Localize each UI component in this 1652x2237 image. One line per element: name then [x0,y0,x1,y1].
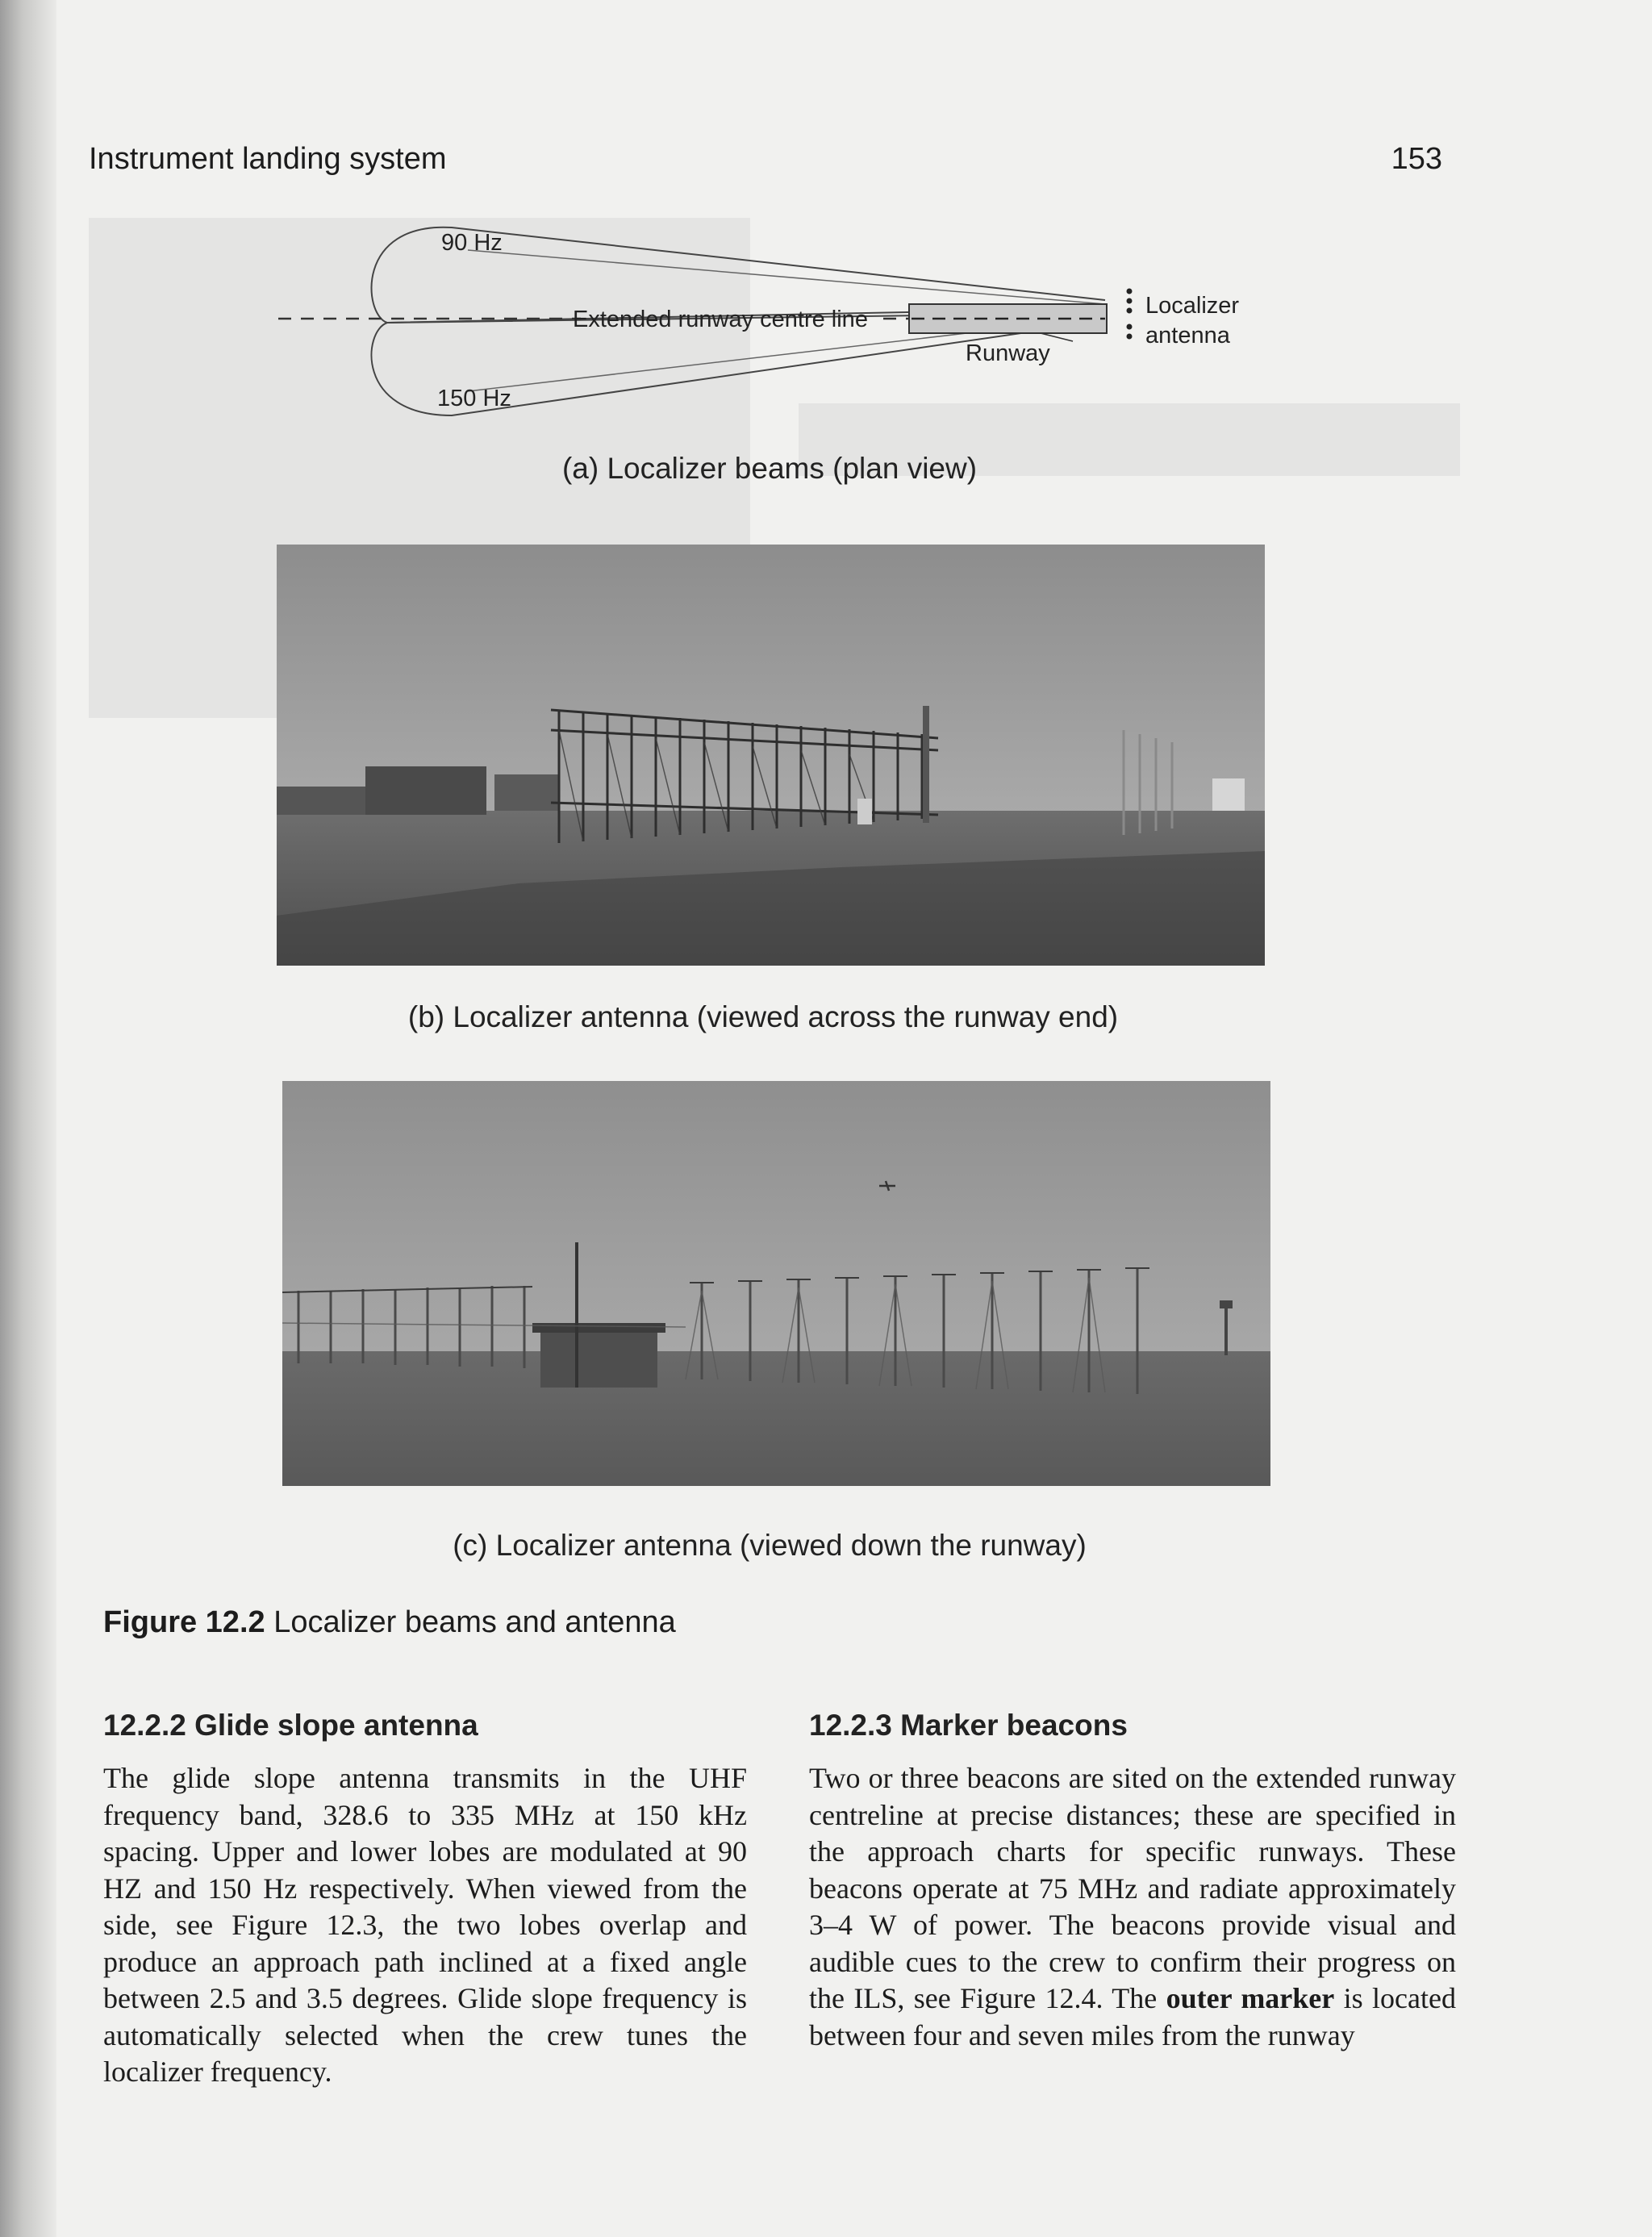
label-antenna-2: antenna [1145,323,1230,348]
marker-body-part1: Two or three beacons are sited on the extended runway centreline at precise distances; these are specified in the approach charts for specific runways. These beacons operate at 75 MHz and radiate approximately 3–4 W of power. The beacons provide visual and audible cues to the crew to confirm their progress on the ILS, see Figure 12.4. The [809,1762,1456,2014]
localizer-beam-diagram [266,214,1315,428]
antenna-dot [1127,324,1133,330]
photo-antenna-across-runway [277,545,1265,966]
figure-caption [103,1605,676,1640]
running-title: Instrument landing system [89,142,447,176]
caption-c: (c) Localizer antenna (viewed down the runway) [453,1529,1087,1562]
antenna-dot [1127,298,1133,304]
marker-beacons-heading: 12.2.3 Marker beacons [809,1709,1128,1742]
figure-number: Figure 12.2 [103,1605,265,1639]
figure-title: Localizer beams and antenna [273,1605,676,1639]
antenna-dot [1127,308,1133,314]
glide-slope-heading: 12.2.2 Glide slope antenna [103,1709,478,1742]
glide-slope-body: The glide slope antenna transmits in the UHF frequency band, 328.6 to 335 MHz at 150 kHz spacing. Upper and lower lobes are modulated at 90 HZ and 150 Hz respectively. When viewed from the side, see Figure 12.3, the two lobes overlap and produce an approach path inclined at a fixed angle between 2.5 and 3.5 degrees. Glide slope frequency is automatically selected when the crew tunes the localizer frequency. [103,1762,747,2088]
marker-beacons-body [809,1760,1456,2054]
label-150hz: 150 Hz [437,386,511,411]
antenna-dot [1127,334,1133,340]
right-column [809,1709,1456,2054]
label-runway: Runway [966,340,1050,366]
binding-shadow [0,0,56,2237]
outer-marker-term: outer marker [1166,1982,1335,2014]
page-number: 153 [1391,142,1442,176]
caption-a: (a) Localizer beams (plan view) [561,452,978,485]
label-antenna-1: Localizer [1145,293,1240,319]
label-centre-line: Extended runway centre line [573,307,868,332]
photo-antenna-down-runway [282,1081,1270,1486]
label-90hz: 90 Hz [441,230,503,256]
marker-body-part2: is located between four and seven miles from the runway [809,1982,1456,2051]
antenna-dot [1127,289,1133,294]
left-column [103,1709,747,2091]
caption-b: (b) Localizer antenna (viewed across the runway end) [407,1000,1119,1033]
